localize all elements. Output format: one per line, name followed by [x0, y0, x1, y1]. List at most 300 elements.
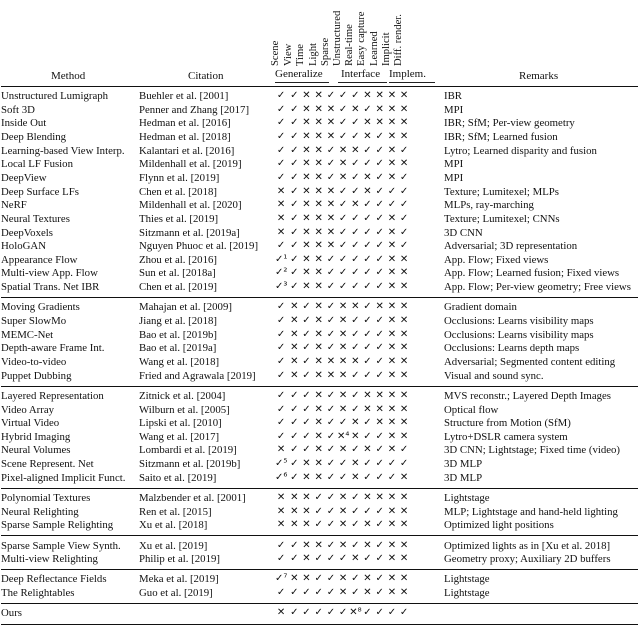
cross-mark-icon: ✕	[314, 430, 323, 442]
citation: Chen et al. [2019]	[139, 281, 217, 294]
check-mark-icon: ✓	[375, 430, 384, 442]
check-mark-icon: ✓	[290, 171, 299, 183]
table-row	[0, 226, 640, 240]
remarks: Lytro+DSLR camera system	[444, 430, 568, 443]
cross-mark-icon: ✕	[399, 328, 409, 340]
cross-mark-icon: ✕	[338, 519, 348, 531]
method-name: Deep Reflectance Fields	[1, 573, 107, 586]
citation: Saito et al. [2019]	[139, 471, 217, 484]
table-row	[0, 185, 640, 199]
cross-mark-icon: ✕	[387, 389, 397, 401]
cross-mark-icon: ✕	[326, 117, 336, 129]
cross-mark-icon: ✕	[399, 587, 409, 599]
cross-mark-icon: ✕	[276, 212, 286, 224]
group-label-implem: Implem.	[389, 68, 426, 80]
check-mark-icon: ✓	[302, 417, 311, 429]
cross-mark-icon: ✕	[351, 553, 360, 565]
check-mark-icon: ✓	[399, 240, 409, 252]
attribute-header-label: Easy capture	[356, 11, 368, 66]
column-header-method: Method	[51, 70, 86, 82]
cross-mark-icon: ✕	[399, 492, 409, 503]
cross-mark-icon: ✕	[314, 539, 323, 551]
cross-mark-icon: ✕	[351, 301, 360, 313]
cross-mark-icon: ✕	[399, 342, 409, 354]
check-mark-icon: ✓	[399, 171, 409, 183]
check-mark-icon: ✓	[326, 519, 336, 531]
check-mark-icon: ✓	[338, 240, 348, 252]
remarks: 3D MLP	[444, 458, 483, 471]
group-underline	[338, 82, 387, 83]
cross-mark-icon: ✕	[363, 403, 372, 415]
check-mark-icon: ✓	[326, 342, 336, 354]
section-divider	[1, 297, 638, 298]
cross-mark-icon: ✕	[314, 355, 323, 367]
cross-mark-icon: ✕	[326, 212, 336, 224]
check-mark-icon: ✓	[351, 90, 360, 101]
cross-mark-icon: ✕	[314, 171, 323, 183]
cross-mark-icon: ✕	[399, 90, 409, 101]
check-mark-icon: ✓	[363, 328, 372, 340]
cross-mark-icon: ✕	[276, 505, 286, 517]
check-mark-icon: ✓	[338, 212, 348, 224]
cross-mark-icon: ✕	[387, 240, 397, 252]
check-mark-icon: ✓	[338, 117, 348, 129]
check-mark-icon: ✓	[351, 158, 360, 170]
method-name: Deep Surface LFs	[1, 185, 79, 198]
citation: Wilburn et al. [2005]	[139, 403, 230, 416]
check-mark-icon: ✓	[276, 328, 286, 340]
citation: Flynn et al. [2019]	[139, 171, 220, 184]
check-mark-icon: ✓	[351, 281, 360, 293]
check-mark-icon: ✓	[351, 117, 360, 129]
citation: Lombardi et al. [2019]	[139, 444, 237, 457]
check-mark-icon: ✓	[351, 171, 360, 183]
cross-mark-icon: ✕	[302, 492, 311, 503]
check-mark-icon: ✓	[290, 458, 299, 470]
cross-mark-icon: ✕	[338, 301, 348, 313]
check-mark-icon: ✓	[290, 553, 299, 565]
check-mark-icon: ✓	[375, 369, 384, 381]
check-mark-icon: ✓	[363, 607, 372, 619]
citation: Zhou et al. [2016]	[139, 253, 217, 266]
check-mark-icon: ✓	[314, 492, 323, 503]
check-mark-icon: ✓	[326, 90, 336, 101]
table-row	[0, 457, 640, 471]
check-mark-icon: ✓	[290, 253, 299, 265]
column-header-citation: Citation	[188, 70, 224, 82]
check-mark-icon: ✓	[290, 430, 299, 442]
table-row	[0, 403, 640, 417]
attribute-header-label: Scene	[270, 40, 282, 66]
table-row	[0, 572, 640, 586]
remarks: Optical flow	[444, 403, 499, 416]
citation: Mahajan et al. [2009]	[139, 301, 232, 314]
check-mark-icon: ✓	[375, 519, 384, 531]
cross-mark-icon: ✕	[387, 492, 397, 503]
remarks: IBR; SfM; Learned fusion	[444, 130, 558, 143]
cross-mark-icon: ✕	[314, 212, 323, 224]
method-name: Multi-view Relighting	[1, 553, 98, 566]
cross-mark-icon: ✕	[314, 281, 323, 293]
check-mark-icon: ✓	[302, 587, 311, 599]
cross-mark-icon: ✕	[326, 103, 336, 115]
cross-mark-icon: ✕	[399, 253, 409, 265]
citation: Kalantari et al. [2016]	[139, 144, 235, 157]
citation: Sitzmann et al. [2019a]	[139, 226, 240, 239]
section-divider	[1, 386, 638, 387]
cross-mark-icon: ✕	[314, 471, 323, 483]
cross-mark-icon: ✕	[387, 226, 397, 238]
citation: Mildenhall et al. [2019]	[139, 158, 242, 171]
check-mark-icon: ✓	[399, 199, 409, 211]
citation: Malzbender et al. [2001]	[139, 492, 246, 504]
citation: Chen et al. [2018]	[139, 185, 217, 198]
cross-mark-icon: ✕	[326, 240, 336, 252]
attribute-header-label: View	[283, 43, 295, 66]
cross-mark-icon: ✕	[290, 369, 299, 381]
cross-mark-icon: ✕	[363, 539, 372, 551]
citation: Sitzmann et al. [2019b]	[139, 458, 241, 471]
check-mark-icon: ✓	[326, 144, 336, 156]
check-mark-icon: ✓	[326, 158, 336, 170]
cross-mark-icon: ✕	[276, 226, 286, 238]
cross-mark-icon: ✕	[399, 355, 409, 367]
cross-mark-icon: ✕	[326, 130, 336, 142]
table-row	[0, 239, 640, 253]
cross-mark-icon: ✕	[399, 539, 409, 551]
cross-mark-icon: ✕	[314, 417, 323, 429]
cross-mark-icon: ✕	[363, 117, 372, 129]
cross-mark-icon: ✕	[326, 185, 336, 197]
method-name: Multi-view App. Flow	[1, 267, 98, 280]
remarks: Gradient domain	[444, 301, 517, 314]
remarks: Visual and sound sync.	[444, 369, 544, 382]
cross-mark-icon: ✕	[302, 103, 311, 115]
table-row	[0, 471, 640, 485]
check-mark-icon: ✓	[326, 458, 336, 470]
check-mark-icon: ✓	[326, 539, 336, 551]
cross-mark-icon: ✕	[290, 519, 299, 531]
check-mark-icon: ✓	[276, 369, 286, 381]
check-mark-icon: ✓	[326, 430, 336, 442]
cross-mark-icon: ✕	[276, 492, 286, 503]
cross-mark-icon: ✕	[351, 458, 360, 470]
method-name: Polynomial Textures	[1, 492, 91, 504]
check-mark-icon: ✓	[290, 471, 299, 483]
method-name: Virtual Video	[1, 417, 60, 430]
check-mark-icon: ✓	[338, 607, 348, 619]
check-mark-icon: ✓	[326, 587, 336, 599]
check-mark-icon: ✓	[375, 315, 384, 326]
remarks: Geometry proxy; Auxiliary 2D buffers	[444, 553, 611, 566]
check-mark-icon: ✓	[290, 240, 299, 252]
method-name: Sparse Sample View Synth.	[1, 539, 121, 552]
check-mark-icon: ✓	[326, 171, 336, 183]
method-name: Super SlowMo	[1, 315, 67, 327]
check-mark-icon: ✓	[351, 403, 360, 415]
check-mark-icon: ✓	[314, 607, 323, 619]
table-row	[0, 328, 640, 342]
check-mark-icon: ✓	[363, 281, 372, 293]
cross-mark-icon: ✕	[387, 117, 397, 129]
cross-mark-icon: ✕	[375, 117, 384, 129]
check-mark-icon: ✓	[338, 253, 348, 265]
check-mark-icon: ✓	[326, 403, 336, 415]
check-mark-icon: ✓	[375, 553, 384, 565]
table-row	[0, 253, 640, 267]
check-mark-icon: ✓	[363, 417, 372, 429]
cross-mark-icon: ✕	[375, 403, 384, 415]
cross-mark-icon: ✕	[338, 444, 348, 456]
check-mark-icon: ✓	[375, 267, 384, 279]
check-mark-icon: ✓	[276, 553, 286, 565]
cross-mark-icon: ✕	[387, 171, 397, 183]
method-name: Scene Represent. Net	[1, 458, 94, 471]
cross-mark-icon: ✕	[363, 444, 372, 456]
table-row	[0, 505, 640, 519]
cross-mark-icon: ✕	[338, 355, 348, 367]
cross-mark-icon: ✕	[399, 315, 409, 326]
table-row	[0, 212, 640, 226]
check-mark-icon: ✓	[363, 355, 372, 367]
cross-mark-icon: ✕	[363, 389, 372, 401]
cross-mark-icon: ✕	[399, 430, 409, 442]
check-mark-icon: ✓	[276, 117, 286, 129]
remarks: Lightstage	[444, 587, 490, 600]
check-mark-icon: ✓	[351, 226, 360, 238]
citation: Buehler et al. [2001]	[139, 90, 229, 102]
method-name: Pixel-aligned Implicit Funct.	[1, 471, 126, 484]
cross-mark-icon: ✕	[399, 403, 409, 415]
attribute-header-label: Sparse	[319, 37, 331, 66]
cross-mark-icon: ✕	[302, 158, 311, 170]
cross-mark-icon: ✕	[314, 253, 323, 265]
method-name: Unstructured Lumigraph	[1, 90, 109, 102]
method-name: Video Array	[1, 403, 55, 416]
cross-mark-icon: ✕	[338, 369, 348, 381]
cross-mark-icon: ✕	[314, 458, 323, 470]
cross-mark-icon: ✕	[399, 267, 409, 279]
table-row	[0, 280, 640, 294]
cross-mark-icon: ✕	[387, 130, 397, 142]
cross-mark-icon: ✕	[314, 328, 323, 340]
check-mark-icon: ✓	[290, 403, 299, 415]
check-mark-icon: ✓	[399, 607, 409, 619]
citation: Penner and Zhang [2017]	[139, 103, 250, 116]
remarks: MPI	[444, 158, 464, 171]
check-mark-icon: ✓	[363, 240, 372, 252]
cross-mark-icon: ✕	[302, 458, 311, 470]
check-mark-icon: ✓	[290, 130, 299, 142]
cross-mark-icon: ✕	[399, 505, 409, 517]
check-mark-icon: ✓	[375, 253, 384, 265]
check-mark-icon: ✓	[375, 212, 384, 224]
check-mark-icon: ✓	[326, 267, 336, 279]
cross-mark-icon: ✕	[302, 226, 311, 238]
method-name: Moving Gradients	[1, 301, 80, 314]
remarks: Lightstage	[444, 573, 490, 586]
check-mark-icon: ✓	[290, 607, 299, 619]
cross-mark-icon: ✕	[314, 90, 323, 101]
attribute-header-label: Real-time	[344, 24, 356, 66]
check-mark-icon: ✓	[375, 573, 384, 585]
cross-mark-icon: ✕⁸	[349, 607, 362, 619]
check-mark-icon: ✓	[326, 301, 336, 313]
check-mark-icon: ✓	[375, 505, 384, 517]
cross-mark-icon: ✕	[302, 253, 311, 265]
cross-mark-icon: ✕	[314, 199, 323, 211]
cross-mark-icon: ✕	[363, 519, 372, 531]
table-row	[0, 157, 640, 171]
citation: Mildenhall et al. [2020]	[139, 199, 242, 212]
group-underline	[389, 82, 435, 83]
cross-mark-icon: ✕	[399, 573, 409, 585]
check-mark-icon: ✓	[375, 240, 384, 252]
cross-mark-icon: ✕	[387, 158, 397, 170]
cross-mark-icon: ✕	[387, 253, 397, 265]
cross-mark-icon: ✕	[387, 444, 397, 456]
cross-mark-icon: ✕	[351, 144, 360, 156]
check-mark-icon: ✓	[276, 315, 286, 326]
citation: Xu et al. [2018]	[139, 519, 208, 532]
citation: Lipski et al. [2010]	[139, 417, 222, 430]
check-mark-icon: ✓	[276, 342, 286, 354]
method-name: DeepVoxels	[1, 226, 53, 239]
cross-mark-icon: ✕	[302, 267, 311, 279]
section-divider	[1, 569, 638, 570]
cross-mark-icon: ✕	[314, 144, 323, 156]
cross-mark-icon: ✕	[363, 573, 372, 585]
check-mark-icon: ✓¹	[275, 253, 288, 265]
check-mark-icon: ✓	[399, 185, 409, 197]
cross-mark-icon: ✕	[314, 158, 323, 170]
citation: Ren et al. [2015]	[139, 505, 212, 518]
method-name: Neural Textures	[1, 212, 70, 225]
check-mark-icon: ✓	[338, 103, 348, 115]
check-mark-icon: ✓	[276, 389, 286, 401]
check-mark-icon: ✓	[375, 458, 384, 470]
citation: Hedman et al. [2016]	[139, 117, 231, 130]
check-mark-icon: ✓	[351, 539, 360, 551]
citation: Bao et al. [2019a]	[139, 342, 217, 355]
table-row	[0, 430, 640, 444]
remarks: Optimized light positions	[444, 519, 554, 532]
check-mark-icon: ✓	[351, 369, 360, 381]
cross-mark-icon: ✕	[326, 226, 336, 238]
cross-mark-icon: ✕	[387, 573, 397, 585]
attribute-header-label: Light	[307, 43, 319, 66]
cross-mark-icon: ✕	[351, 355, 360, 367]
table-row	[0, 314, 640, 328]
cross-mark-icon: ✕	[387, 342, 397, 354]
check-mark-icon: ✓	[351, 185, 360, 197]
check-mark-icon: ✓	[338, 471, 348, 483]
method-name: Spatial Trans. Net IBR	[1, 281, 100, 294]
cross-mark-icon: ✕	[399, 389, 409, 401]
check-mark-icon: ✓	[290, 389, 299, 401]
check-mark-icon: ✓	[363, 369, 372, 381]
cross-mark-icon: ✕	[399, 281, 409, 293]
group-underline	[275, 82, 329, 83]
cross-mark-icon: ✕	[399, 417, 409, 429]
table-row	[0, 103, 640, 117]
attribute-header-label: Learned	[368, 31, 380, 66]
remarks: Adversarial; Segmented content editing	[444, 355, 616, 368]
cross-mark-icon: ✕	[338, 342, 348, 354]
check-mark-icon: ✓	[290, 281, 299, 293]
method-name: Depth-aware Frame Int.	[1, 342, 105, 355]
cross-mark-icon: ✕	[387, 369, 397, 381]
check-mark-icon: ✓	[326, 417, 336, 429]
method-name: Inside Out	[1, 117, 47, 130]
check-mark-icon: ✓	[399, 212, 409, 224]
remarks: 3D MLP	[444, 471, 483, 484]
cross-mark-icon: ✕	[387, 505, 397, 517]
table-row	[0, 266, 640, 280]
cross-mark-icon: ✕	[387, 90, 397, 101]
check-mark-icon: ✓	[351, 587, 360, 599]
check-mark-icon: ✓	[375, 355, 384, 367]
cross-mark-icon: ✕	[338, 144, 348, 156]
check-mark-icon: ✓	[387, 471, 397, 483]
remarks: 3D CNN	[444, 226, 483, 239]
check-mark-icon: ✓	[314, 573, 323, 585]
cross-mark-icon: ✕	[338, 573, 348, 585]
cross-mark-icon: ✕	[314, 185, 323, 197]
cross-mark-icon: ✕	[387, 281, 397, 293]
citation: Sun et al. [2018a]	[139, 267, 216, 280]
cross-mark-icon: ✕	[290, 492, 299, 503]
cross-mark-icon: ✕	[387, 103, 397, 115]
check-mark-icon: ✓⁶	[275, 471, 288, 483]
check-mark-icon: ✓	[338, 90, 348, 101]
cross-mark-icon: ✕	[276, 199, 286, 211]
cross-mark-icon: ✕⁴	[337, 430, 350, 442]
check-mark-icon: ✓	[314, 505, 323, 517]
cross-mark-icon: ✕	[302, 573, 311, 585]
remarks: MVS reconstr.; Layered Depth Images	[444, 389, 612, 402]
cross-mark-icon: ✕	[387, 403, 397, 415]
cross-mark-icon: ✕	[276, 607, 286, 619]
cross-mark-icon: ✕	[338, 505, 348, 517]
check-mark-icon: ✓	[375, 342, 384, 354]
check-mark-icon: ✓	[338, 553, 348, 565]
table-row	[0, 586, 640, 600]
cross-mark-icon: ✕	[338, 587, 348, 599]
check-mark-icon: ✓	[338, 199, 348, 211]
check-mark-icon: ✓	[375, 539, 384, 551]
check-mark-icon: ✓	[363, 458, 372, 470]
check-mark-icon: ✓	[338, 458, 348, 470]
citation: Philip et al. [2019]	[139, 553, 220, 566]
check-mark-icon: ✓	[314, 519, 323, 531]
cross-mark-icon: ✕	[363, 130, 372, 142]
remarks: Lightstage	[444, 492, 490, 504]
check-mark-icon: ✓	[302, 369, 311, 381]
cross-mark-icon: ✕	[314, 117, 323, 129]
table-row	[0, 443, 640, 457]
citation: Nguyen Phuoc et al. [2019]	[139, 240, 259, 253]
cross-mark-icon: ✕	[338, 328, 348, 340]
table-row	[0, 606, 640, 620]
check-mark-icon: ✓	[363, 212, 372, 224]
check-mark-icon: ✓	[351, 342, 360, 354]
cross-mark-icon: ✕	[387, 553, 397, 565]
check-mark-icon: ✓	[290, 90, 299, 101]
check-mark-icon: ✓	[363, 301, 372, 313]
check-mark-icon: ✓	[276, 539, 286, 551]
check-mark-icon: ✓	[276, 240, 286, 252]
